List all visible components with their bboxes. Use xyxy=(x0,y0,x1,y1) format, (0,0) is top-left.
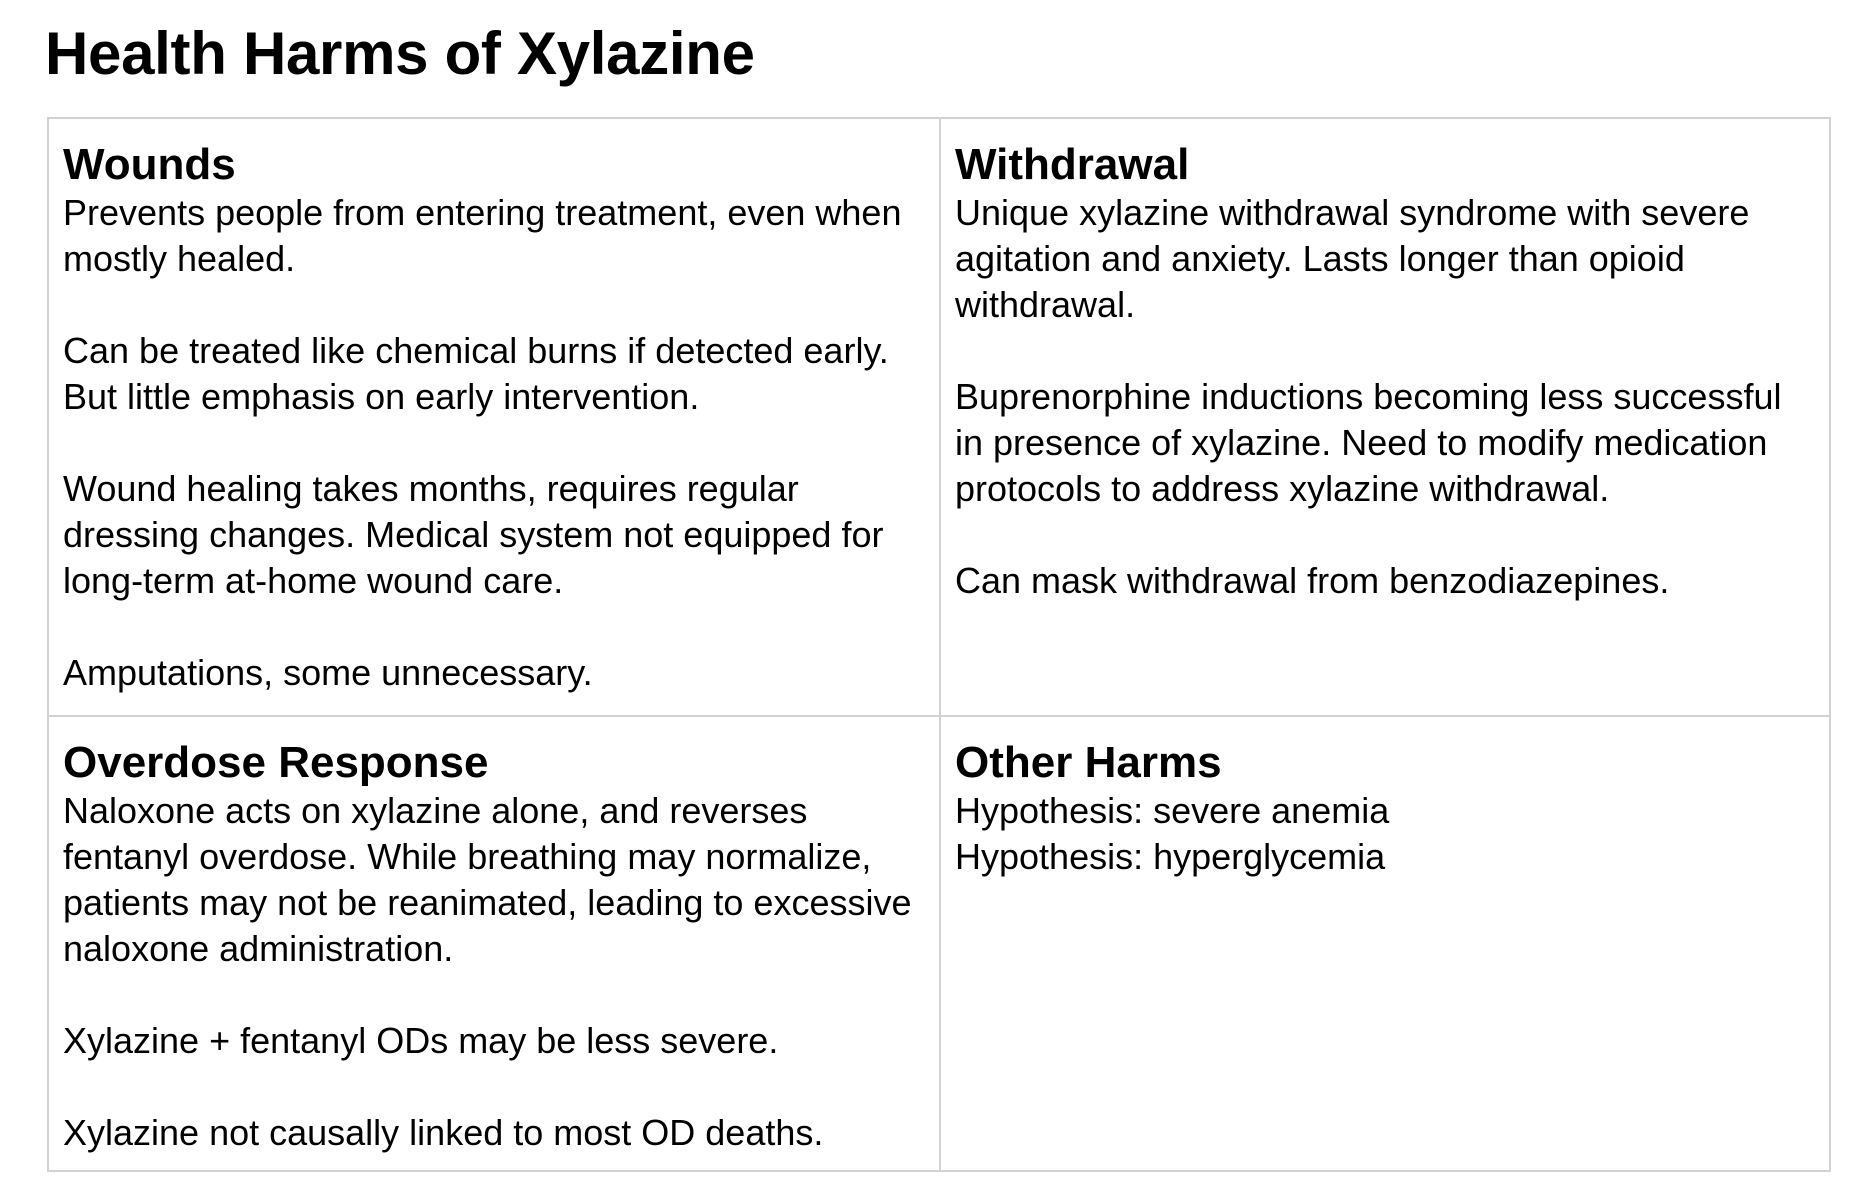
withdrawal-heading: Withdrawal xyxy=(955,140,1190,189)
other-harms-body xyxy=(955,788,1815,880)
harms-table xyxy=(47,117,1831,1172)
withdrawal-body xyxy=(955,190,1815,604)
withdrawal-paragraph: Unique xylazine withdrawal syndrome with severe agitation and anxiety. Lasts longer than opioid withdrawal. xyxy=(955,192,1750,325)
wounds-paragraph: Can be treated like chemical burns if detected early. But little emphasis on early intervention. xyxy=(63,330,889,417)
page-title: Health Harms of Xylazine xyxy=(45,20,755,87)
overdose-response-heading: Overdose Response xyxy=(63,738,489,787)
wounds-cell xyxy=(49,119,941,717)
wounds-paragraph: Wound healing takes months, requires regular dressing changes. Medical system not equipped for long-term at-home wound care. xyxy=(63,468,884,601)
withdrawal-paragraph: Buprenorphine inductions becoming less successful in presence of xylazine. Need to modify medication protocols to address xylazine withdrawal. xyxy=(955,376,1782,509)
other-harms-line: Hypothesis: hyperglycemia xyxy=(955,836,1386,877)
wounds-body xyxy=(63,190,925,696)
overdose-response-cell xyxy=(49,717,941,1172)
other-harms-cell xyxy=(941,717,1831,1172)
overdose-response-paragraph: Xylazine + fentanyl ODs may be less severe. xyxy=(63,1020,779,1061)
overdose-response-paragraph: Naloxone acts on xylazine alone, and reverses fentanyl overdose. While breathing may normalize, patients may not be reanimated, leading to excessive naloxone administration. xyxy=(63,790,912,969)
other-harms-heading: Other Harms xyxy=(955,738,1222,787)
overdose-response-body xyxy=(63,788,925,1156)
withdrawal-cell xyxy=(941,119,1831,717)
withdrawal-paragraph: Can mask withdrawal from benzodiazepines. xyxy=(955,560,1670,601)
wounds-paragraph: Amputations, some unnecessary. xyxy=(63,652,593,693)
overdose-response-paragraph: Xylazine not causally linked to most OD deaths. xyxy=(63,1112,824,1153)
wounds-paragraph: Prevents people from entering treatment, even when mostly healed. xyxy=(63,192,902,279)
wounds-heading: Wounds xyxy=(63,140,236,189)
other-harms-line: Hypothesis: severe anemia xyxy=(955,790,1390,831)
